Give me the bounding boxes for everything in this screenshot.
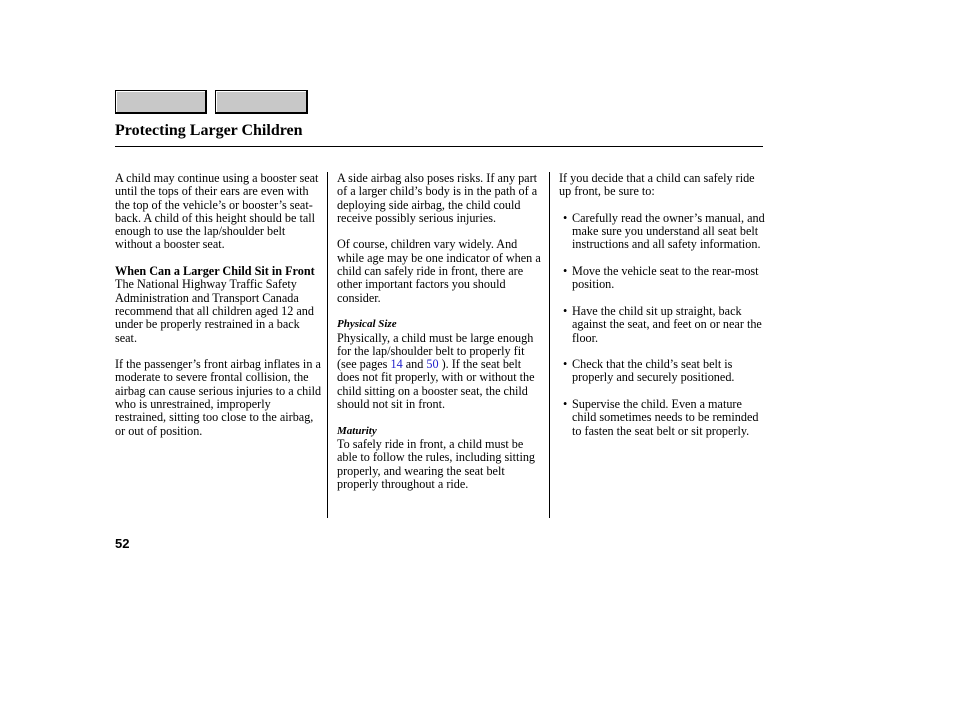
checklist-item-text: Supervise the child. Even a mature child sometimes needs to be reminded to fasten the seat belt or sit properly. xyxy=(572,397,759,438)
checklist-item xyxy=(559,358,769,385)
page-title: Protecting Larger Children xyxy=(115,122,303,139)
subheading-physical-size: Physical Size xyxy=(337,318,397,331)
checklist-item xyxy=(559,398,769,438)
physical-size-text-start: Physically, a child must be large enough for the lap/shoulder belt to properly fit (see pages xyxy=(337,330,534,372)
checklist-item xyxy=(559,305,769,345)
physical-size-paragraph xyxy=(337,332,545,412)
page-number: 52 xyxy=(115,536,130,551)
column-divider xyxy=(549,172,550,518)
nav-button-1[interactable] xyxy=(115,90,207,114)
page-link-50[interactable]: 50 xyxy=(426,357,439,372)
column-3 xyxy=(559,172,769,438)
bullet-icon: • xyxy=(563,357,568,372)
checklist-item-text: Have the child sit up straight, back against the seat, and feet on or near the floor. xyxy=(572,303,762,345)
checklist-item-text: Move the vehicle seat to the rear-most position. xyxy=(572,264,759,292)
maturity-paragraph: To safely ride in front, a child must be able to follow the rules, including sitting properly, and wearing the seat belt properly throughout a ride. xyxy=(337,436,536,491)
checklist-item xyxy=(559,265,769,292)
physical-size-text-end: ). If the seat belt does not fit properly, with or without the child sitting on a booster seat, the child should not sit in front. xyxy=(337,357,535,412)
title-divider xyxy=(115,146,763,147)
bullet-icon: • xyxy=(563,210,568,225)
nhtsa-recommendation-paragraph: The National Highway Traffic Safety Administration and Transport Canada recommend that all children aged 12 and under be properly restrained in a back seat. xyxy=(115,277,314,345)
bullet-icon: • xyxy=(563,303,568,318)
checklist-item-text: Check that the child’s seat belt is properly and securely positioned. xyxy=(572,357,735,385)
column-2 xyxy=(337,172,545,491)
checklist-item xyxy=(559,212,769,252)
column-1 xyxy=(115,172,323,438)
section-heading-front-seat: When Can a Larger Child Sit in Front xyxy=(115,264,315,279)
column-divider xyxy=(327,172,328,518)
checklist-item-text: Carefully read the owner’s manual, and make sure you understand all seat belt instructions and all safety information. xyxy=(572,210,765,252)
subheading-maturity: Maturity xyxy=(337,424,377,437)
safety-checklist xyxy=(559,212,769,438)
nav-button-2[interactable] xyxy=(215,90,308,114)
booster-seat-paragraph: A child may continue using a booster seat until the tops of their ears are even with the top of the vehicle’s or booster’s seat-back. A child of this height should be tall enough to use the lap/shoulder belt without a booster seat. xyxy=(115,171,319,252)
bullet-icon: • xyxy=(563,397,568,412)
bullet-icon: • xyxy=(563,264,568,279)
front-airbag-paragraph: If the passenger’s front airbag inflates in a moderate to severe frontal collision, the airbag can cause serious injuries to a child who is unrestrained, improperly restrained, sitting too close to the airbag, or out of position. xyxy=(115,357,322,438)
checklist-intro: If you decide that a child can safely ride up front, be sure to: xyxy=(559,171,755,199)
side-airbag-paragraph: A side airbag also poses risks. If any part of a larger child’s body is in the path of a deploying side airbag, the child could receive possibly serious injuries. xyxy=(337,171,538,225)
children-vary-paragraph: Of course, children vary widely. And while age may be one indicator of when a child can safely ride in front, there are other important factors you should consider. xyxy=(337,237,541,305)
page-link-14[interactable]: 14 xyxy=(390,357,403,372)
physical-size-text-and: and xyxy=(402,357,427,372)
